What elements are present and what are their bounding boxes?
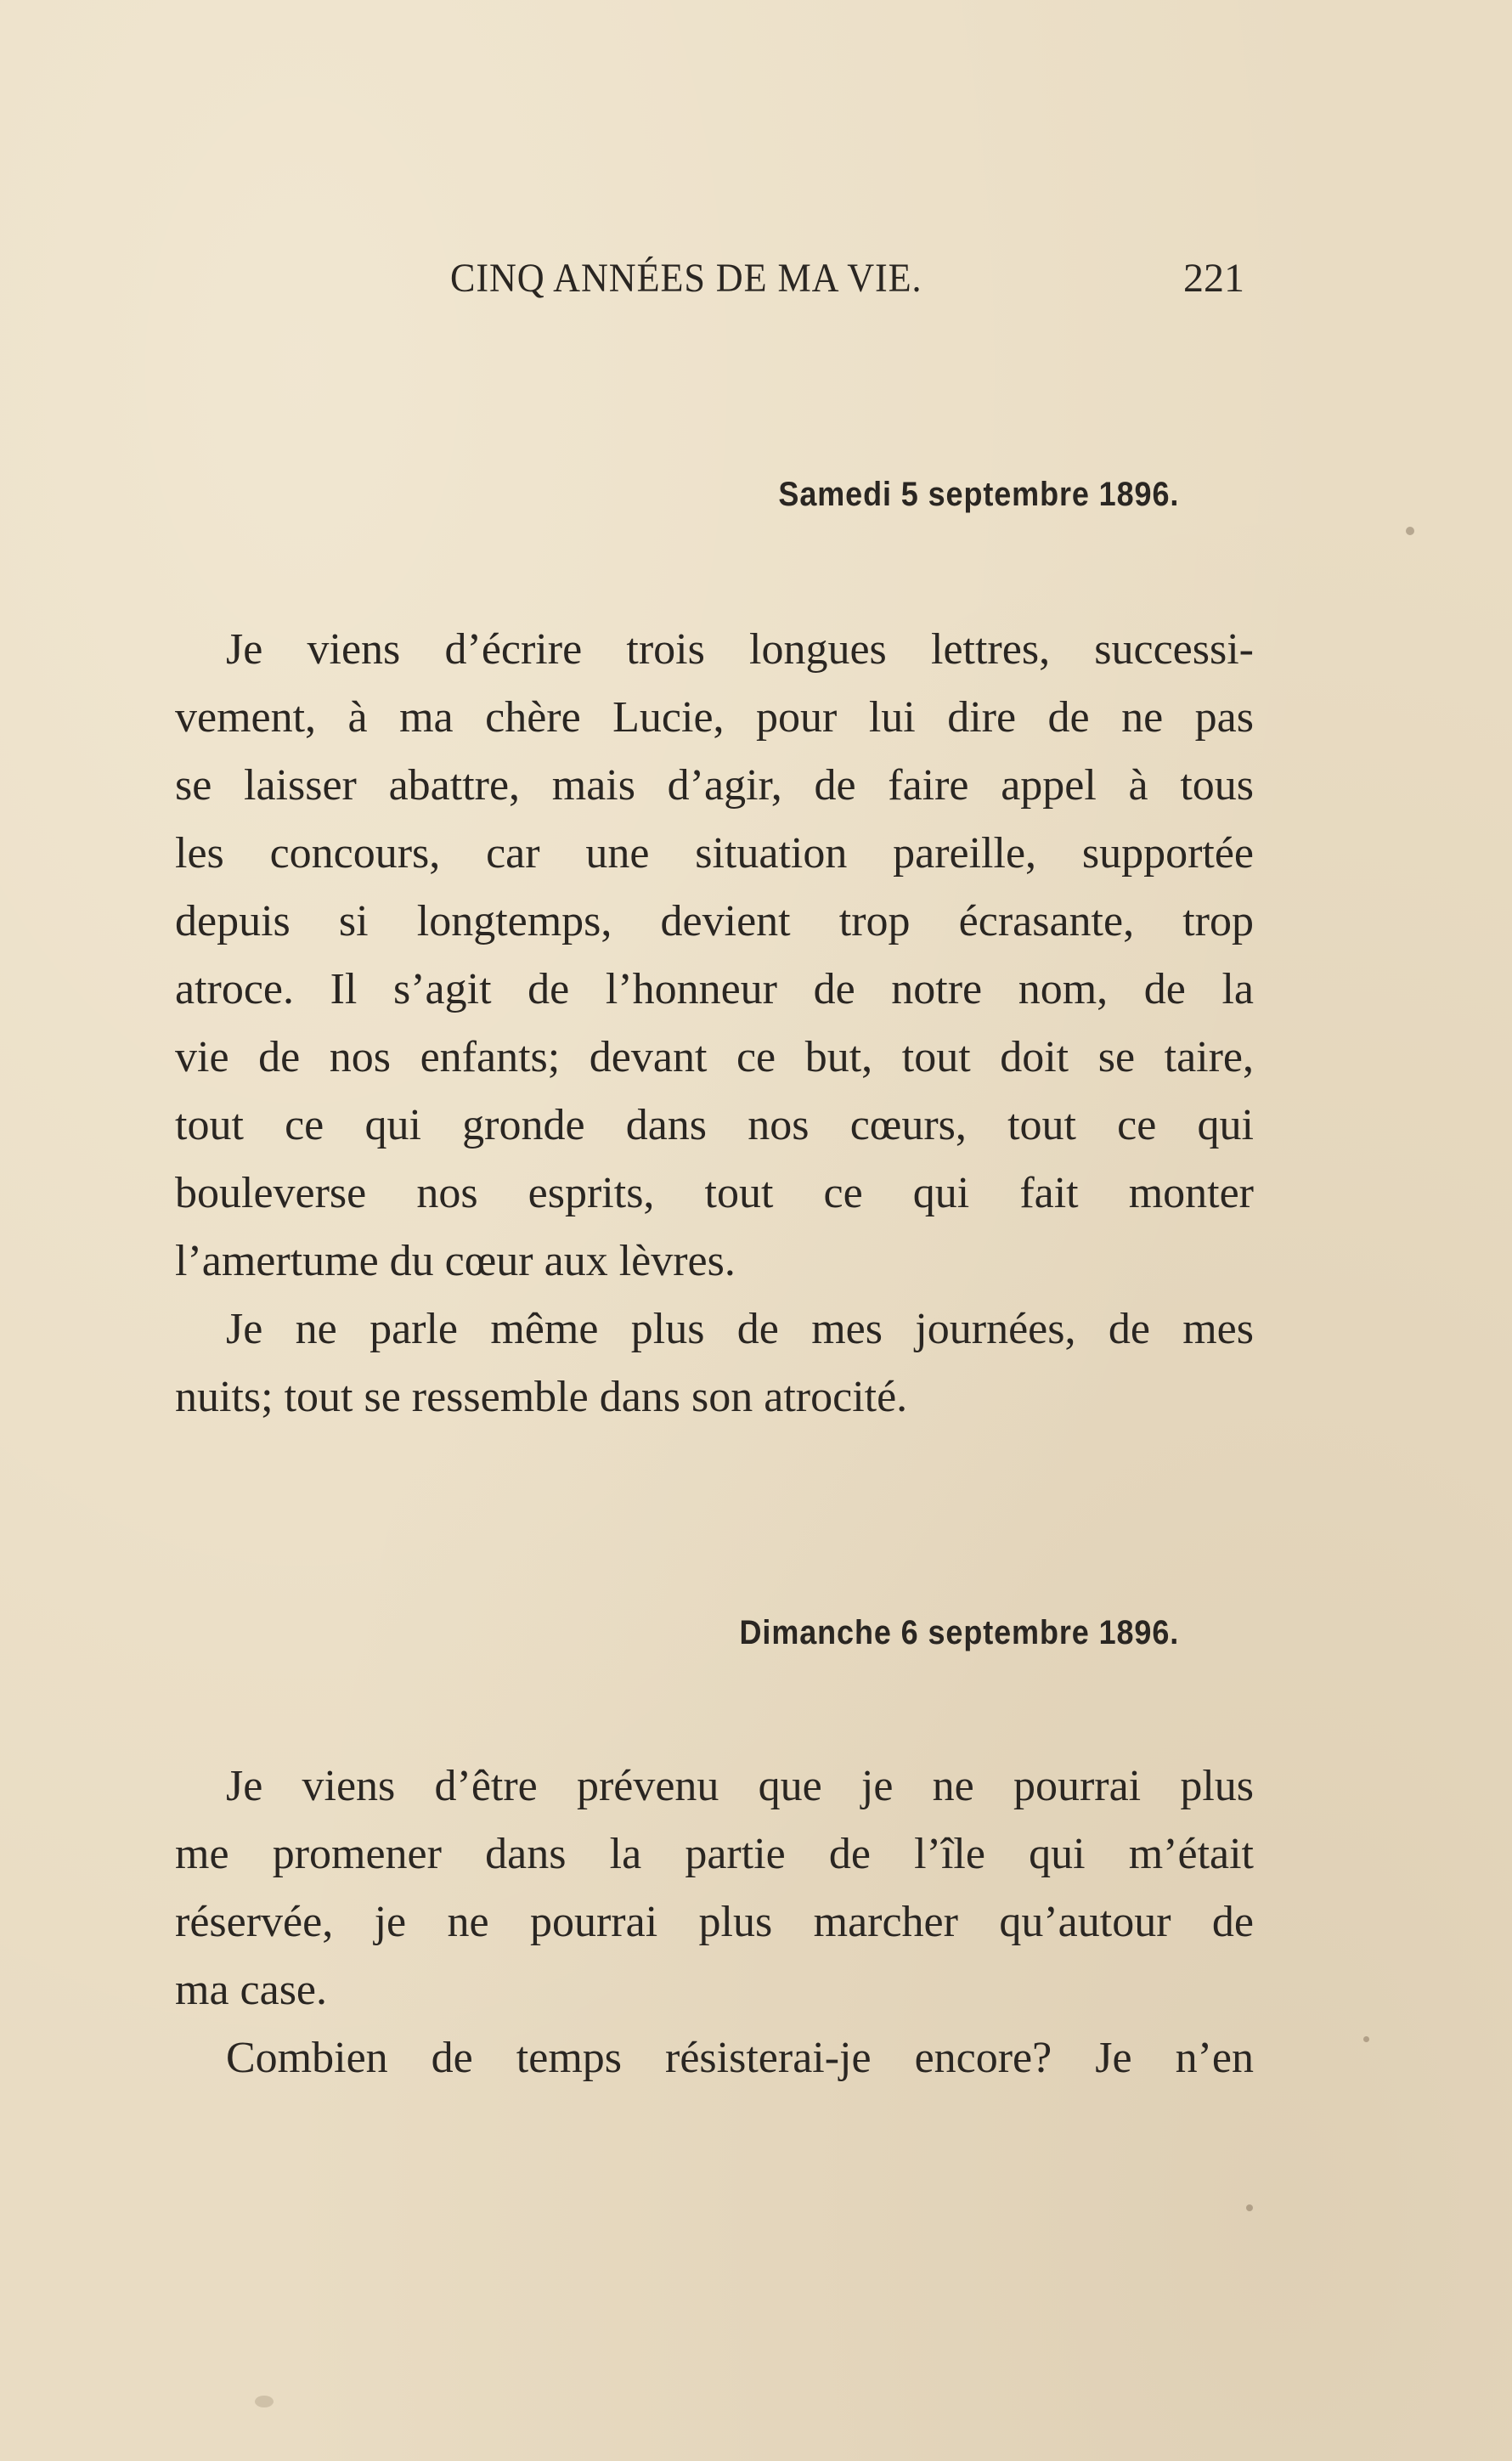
text-line: atroce. Il s’agit de l’honneur de notre nom, de la: [175, 965, 1254, 1013]
text-line: tout ce qui gronde dans nos cœurs, tout ce qui: [175, 1101, 1254, 1149]
text-line: Je ne parle même plus de mes journées, de mes: [226, 1305, 1254, 1353]
text-line: me promener dans la partie de l’île qui m’était: [175, 1830, 1254, 1878]
text-line: Je viens d’écrire trois longues lettres, successi-: [226, 625, 1254, 674]
text-line: se laisser abattre, mais d’agir, de faire appel à tous: [175, 761, 1254, 810]
paper-speck: [1406, 527, 1414, 535]
entry-date: Samedi 5 septembre 1896.: [778, 476, 1179, 513]
text-line: réservée, je ne pourrai plus marcher qu’autour de: [175, 1898, 1254, 1946]
running-head: [450, 255, 1244, 314]
entry-date: Dimanche 6 septembre 1896.: [739, 1614, 1179, 1651]
text-line: vement, à ma chère Lucie, pour lui dire de ne pas: [175, 693, 1254, 742]
paper-speck: [1363, 2036, 1369, 2042]
page-number: 221: [1183, 256, 1244, 301]
entry-text: [175, 1753, 1254, 2092]
text-line: ma case.: [175, 1966, 328, 2014]
paper-speck: [255, 2396, 274, 2407]
text-line: depuis si longtemps, devient trop écrasante, trop: [175, 897, 1254, 945]
paper-speck: [1246, 2204, 1253, 2211]
running-title: CINQ ANNÉES DE MA VIE.: [450, 256, 922, 301]
text-line: nuits; tout se ressemble dans son atrocité.: [175, 1373, 908, 1421]
text-line: vie de nos enfants; devant ce but, tout doit se taire,: [175, 1033, 1254, 1081]
text-line: les concours, car une situation pareille, supportée: [175, 829, 1254, 878]
entry-text: [175, 616, 1254, 1431]
text-line: Je viens d’être prévenu que je ne pourrai plus: [226, 1762, 1254, 1810]
text-line: Combien de temps résisterai-je encore? Je n’en: [226, 2034, 1254, 2082]
text-line: bouleverse nos esprits, tout ce qui fait monter: [175, 1169, 1254, 1217]
text-line: l’amertume du cœur aux lèvres.: [175, 1237, 736, 1285]
